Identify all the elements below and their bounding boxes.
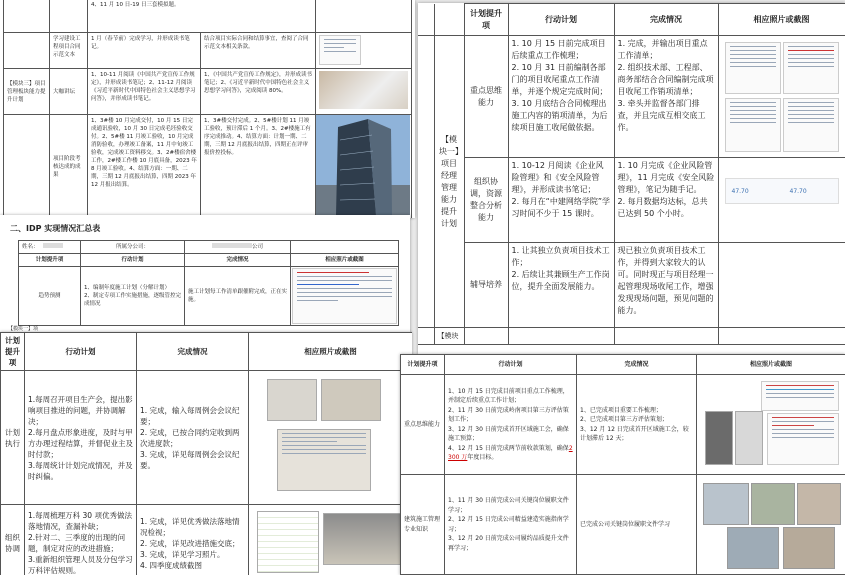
module-one-table bbox=[418, 3, 845, 345]
col-header-plan: 行动计划 bbox=[508, 4, 614, 36]
col-header-item: 计划提升项 bbox=[19, 254, 81, 267]
document-photo bbox=[705, 411, 733, 465]
meeting-photo bbox=[751, 483, 795, 525]
worklist-screenshot bbox=[725, 98, 781, 152]
row-plan: 1、11 月 30 日前完成公司关键岗位履职文件学习； 2、12 月 15 日完成公司精益建造实施指南学习； 3、12 月 20 日前完成公司履约品质提升文件再学习； bbox=[445, 475, 577, 575]
row-status: 1. 完成，详见优秀做法落地情况检视； 2. 完成，详见改进措施交底； 3. 完成，详见学习照片。 4. 四季度成绩截图 bbox=[137, 505, 249, 575]
side-module-label: 【模块三】项目管理板块能力提升计划 bbox=[4, 69, 50, 115]
row-status: 已完成公司关键岗位履职文件学习 bbox=[577, 475, 697, 575]
row-label: 项目阶段考核达成的成果 bbox=[50, 115, 88, 219]
col-header-status: 完成情况 bbox=[577, 355, 697, 375]
col-header-plan: 行动计划 bbox=[81, 254, 185, 267]
document-thumbnail bbox=[319, 35, 361, 65]
row-plan: 1、10 月 15 日完成目前项目重点工作梳理，并制定后续重点工作计划； 2、11 月 30 日前完成岭南项目第三方评估策划工作； 3、12 月 30 日前完成首开区域施工会，确保施工预算； 4、12 月 15 日前完成两节前收款策划，确保 bbox=[448, 387, 569, 452]
row-plan: 1、10-11 月阅读《中国共产党宣传工作规定》，并形成读书笔记；2、11-12 月阅读《习近平新时代中国特色社会主义思想学习问答》，并形成读书笔记。 bbox=[88, 69, 201, 115]
module-label: 【模块一】项 bbox=[8, 326, 39, 332]
row-status: 1. 完成，输入每周例会会议纪要； 2. 完成，已按合同约定收到两次进度款； 3. 完成，详见每周例会会议纪要。 bbox=[137, 371, 249, 505]
document-page-module-one bbox=[418, 3, 845, 355]
row-label: 学习建设工程项目合同示范文本 bbox=[50, 33, 88, 69]
row-plan: 1.每周召开项目生产会，提出影响项目推进的问题，并协调解决； 2.每月盘点形象进度，及时与甲方办理过程结算，并督促业主及时付款； 3.每周统计计划完成情况，并及时纠偏。 bbox=[25, 371, 137, 505]
company-label: 所属分公司： bbox=[115, 244, 149, 250]
row-item: 组织协调，资源整合分析能力 bbox=[464, 158, 508, 243]
row-status: 1. 完成，并输出项目重点工作清单； 2. 组织技术部、工程部、商务部结合合同编制完成项目收尾工作销项清单； 3. 牵头并监督各部门排查，并且完成互相交底工作。 bbox=[614, 36, 718, 158]
worklist-screenshot bbox=[783, 42, 839, 94]
module-next-label: 【模块 bbox=[434, 328, 464, 345]
key-thinking-table bbox=[400, 354, 845, 575]
meeting-minutes-photo bbox=[321, 379, 381, 421]
company-suffix: 公司 bbox=[251, 244, 263, 250]
col-header-item: 计划提升项 bbox=[401, 355, 445, 375]
row-status: 施工计划每工作清单跟催附完成，正在实施。 bbox=[185, 267, 291, 326]
row-plan: 1 月（春节前）完成学习，并形成读书笔记。 bbox=[88, 33, 201, 69]
meeting-minutes-photo bbox=[267, 379, 317, 421]
row-status: 1、3#楼交付完成。2、5#楼计划 11 月竣工验收，预计滞后 1 个月。3、2#楼施工有序完成推动。4、结算方面：计划一期、二期，三期 12 月底报出结算，四期正在评审报价控投标。 bbox=[201, 115, 316, 219]
row-plan: 1. 10 月 15 日前完成项目后续重点工作梳理； 2. 10 月 31 日前编制各部门的项目收尾重点工作清单，并逐个规定完成时间； 3. 10 月底结合合同梳理出施工内容的销项清单，为后续项目施工收尾做依据。 bbox=[508, 36, 614, 158]
row-status: 结合项目实际合同和结算事宜，查阅了合同示范文本相关条款。 bbox=[201, 33, 316, 69]
page-title: 二、IDP 实现情况汇总表 bbox=[10, 224, 101, 233]
name-label: 姓名： bbox=[22, 244, 39, 250]
document-page-idp-summary bbox=[0, 215, 410, 335]
row-plan: 1. 让其独立负责项目技术工作； 2. 后续让其兼顾生产工作岗位，提升全面发展能力。 bbox=[508, 243, 614, 328]
col-header-item: 计划提升项 bbox=[464, 4, 508, 36]
row-plan-end: 年度目标。 bbox=[467, 454, 498, 461]
highlighted-amount: 2300 万 bbox=[448, 444, 573, 461]
row-item: 组织协调 bbox=[1, 505, 25, 575]
document-page-plan-execution bbox=[0, 332, 412, 575]
module-label: 【模块一】项目经理管理能力提升计划 bbox=[434, 36, 464, 328]
learning-score-card bbox=[725, 178, 839, 204]
meeting-photo bbox=[703, 483, 749, 525]
worklist-screenshot bbox=[725, 42, 781, 94]
row-item: 建筑施工管理专业知识 bbox=[401, 475, 445, 575]
score-value: 47.70 bbox=[731, 188, 749, 195]
col-header-photo: 相应照片或截图 bbox=[697, 355, 845, 375]
document-page-key-thinking bbox=[400, 354, 845, 575]
col-header-status: 完成情况 bbox=[614, 4, 718, 36]
col-header-plan: 行动计划 bbox=[445, 355, 577, 375]
col-header-item: 计划提升项 bbox=[1, 333, 25, 371]
top-row-text: 4、11 月 10 日-19 日三套模拟题。 bbox=[88, 0, 316, 33]
row-item: 辅导培养 bbox=[464, 243, 508, 328]
col-header-photo: 相应照片或截图 bbox=[291, 254, 399, 267]
row-item: 趋势预测 bbox=[19, 267, 81, 326]
module-three-table bbox=[3, 0, 412, 218]
row-item: 重点思维能力 bbox=[401, 375, 445, 475]
row-label: 大咖讲坛 bbox=[50, 69, 88, 115]
row-status: 1、《中国共产党宣传工作规定》，并形成读书笔记；2、《习近平新时代中国特色社会主义思想学习问答》，完成阅读 80%。 bbox=[201, 69, 316, 115]
row-status: 现已独立负责项目技术工作，并得到大家较大的认可。同时现正与项目经理一起管理现场收尾工作，增强发现现场问题，预见问题的能力。 bbox=[614, 243, 718, 328]
document-page-module-three bbox=[0, 0, 415, 218]
row-status: 1. 10 月完成《企业风险管理》，11 月完成《安全风险管理》，笔记为随手记。 2. 每月数据均达标，总共已达到 50 个小时。 bbox=[614, 158, 718, 243]
row-item: 重点思维能力 bbox=[464, 36, 508, 158]
ranking-screenshot bbox=[767, 413, 839, 465]
meeting-photo bbox=[727, 527, 779, 569]
spreadsheet-screenshot bbox=[292, 268, 397, 324]
book-photo bbox=[319, 71, 408, 109]
training-photo bbox=[323, 513, 409, 565]
col-header-status: 完成情况 bbox=[185, 254, 291, 267]
schedule-screenshot bbox=[761, 381, 839, 411]
document-photo bbox=[277, 429, 371, 491]
row-plan: 1、3#楼 10 月完成交付，10 月 15 日完成通讯验收，10 月 30 日完成毛坯验收交付。2、5#楼 11 月竣工验收，10 月完成消防验收，办理竣工备案，11 月中旬竣工验收，完成竣工资料移交。3、2#楼宿舍楼工作，2#楼工作楼 10 月底具备，2023 年 8 月竣工验收。4、结算方面：一期、二期，三期 12 月底报出结算，四期 2023 年 12 月报出结算。 bbox=[88, 115, 201, 219]
row-plan: 1、编制年度施工计划（分解计划） 2、制定专项工作实施措施，逐级管控完成情况 bbox=[81, 267, 185, 326]
row-status: 1、已完成项目重要工作梳理； 2、已完成项目第三方评估策划； 3、12 月 12 日完成首开区域施工会，较计划滞后 12 天； bbox=[577, 375, 697, 475]
col-header-plan: 行动计划 bbox=[25, 333, 137, 371]
execution-table bbox=[0, 332, 412, 575]
idp-table bbox=[18, 240, 399, 326]
redacted-name bbox=[43, 243, 63, 248]
row-item: 计划执行 bbox=[1, 371, 25, 505]
col-header-photo: 相应照片或截图 bbox=[718, 4, 845, 36]
document-photo bbox=[735, 411, 763, 465]
meeting-photo bbox=[783, 527, 835, 569]
row-plan: 1. 10-12 月阅读《企业风险管理》和《安全风险管理》，并形成读书笔记； 2. 每月在“中建网络学院”学习时间不少于 15 课时。 bbox=[508, 158, 614, 243]
row-plan: 1.每周梳理万科 30 项优秀做法落地情况，查漏补缺； 2.针对二、三季度的出现的问题，制定对应的改进措施； 3.重新组织管理人员及分包学习万科评估规则。 bbox=[25, 505, 137, 575]
building-photo bbox=[316, 115, 410, 215]
col-header-status: 完成情况 bbox=[137, 333, 249, 371]
worklist-screenshot bbox=[783, 98, 839, 152]
redacted-company bbox=[212, 243, 252, 248]
excel-screenshot bbox=[257, 511, 319, 573]
meeting-photo bbox=[797, 483, 841, 525]
col-header-photo: 相应照片或截图 bbox=[249, 333, 413, 371]
score-value: 47.70 bbox=[789, 188, 807, 195]
